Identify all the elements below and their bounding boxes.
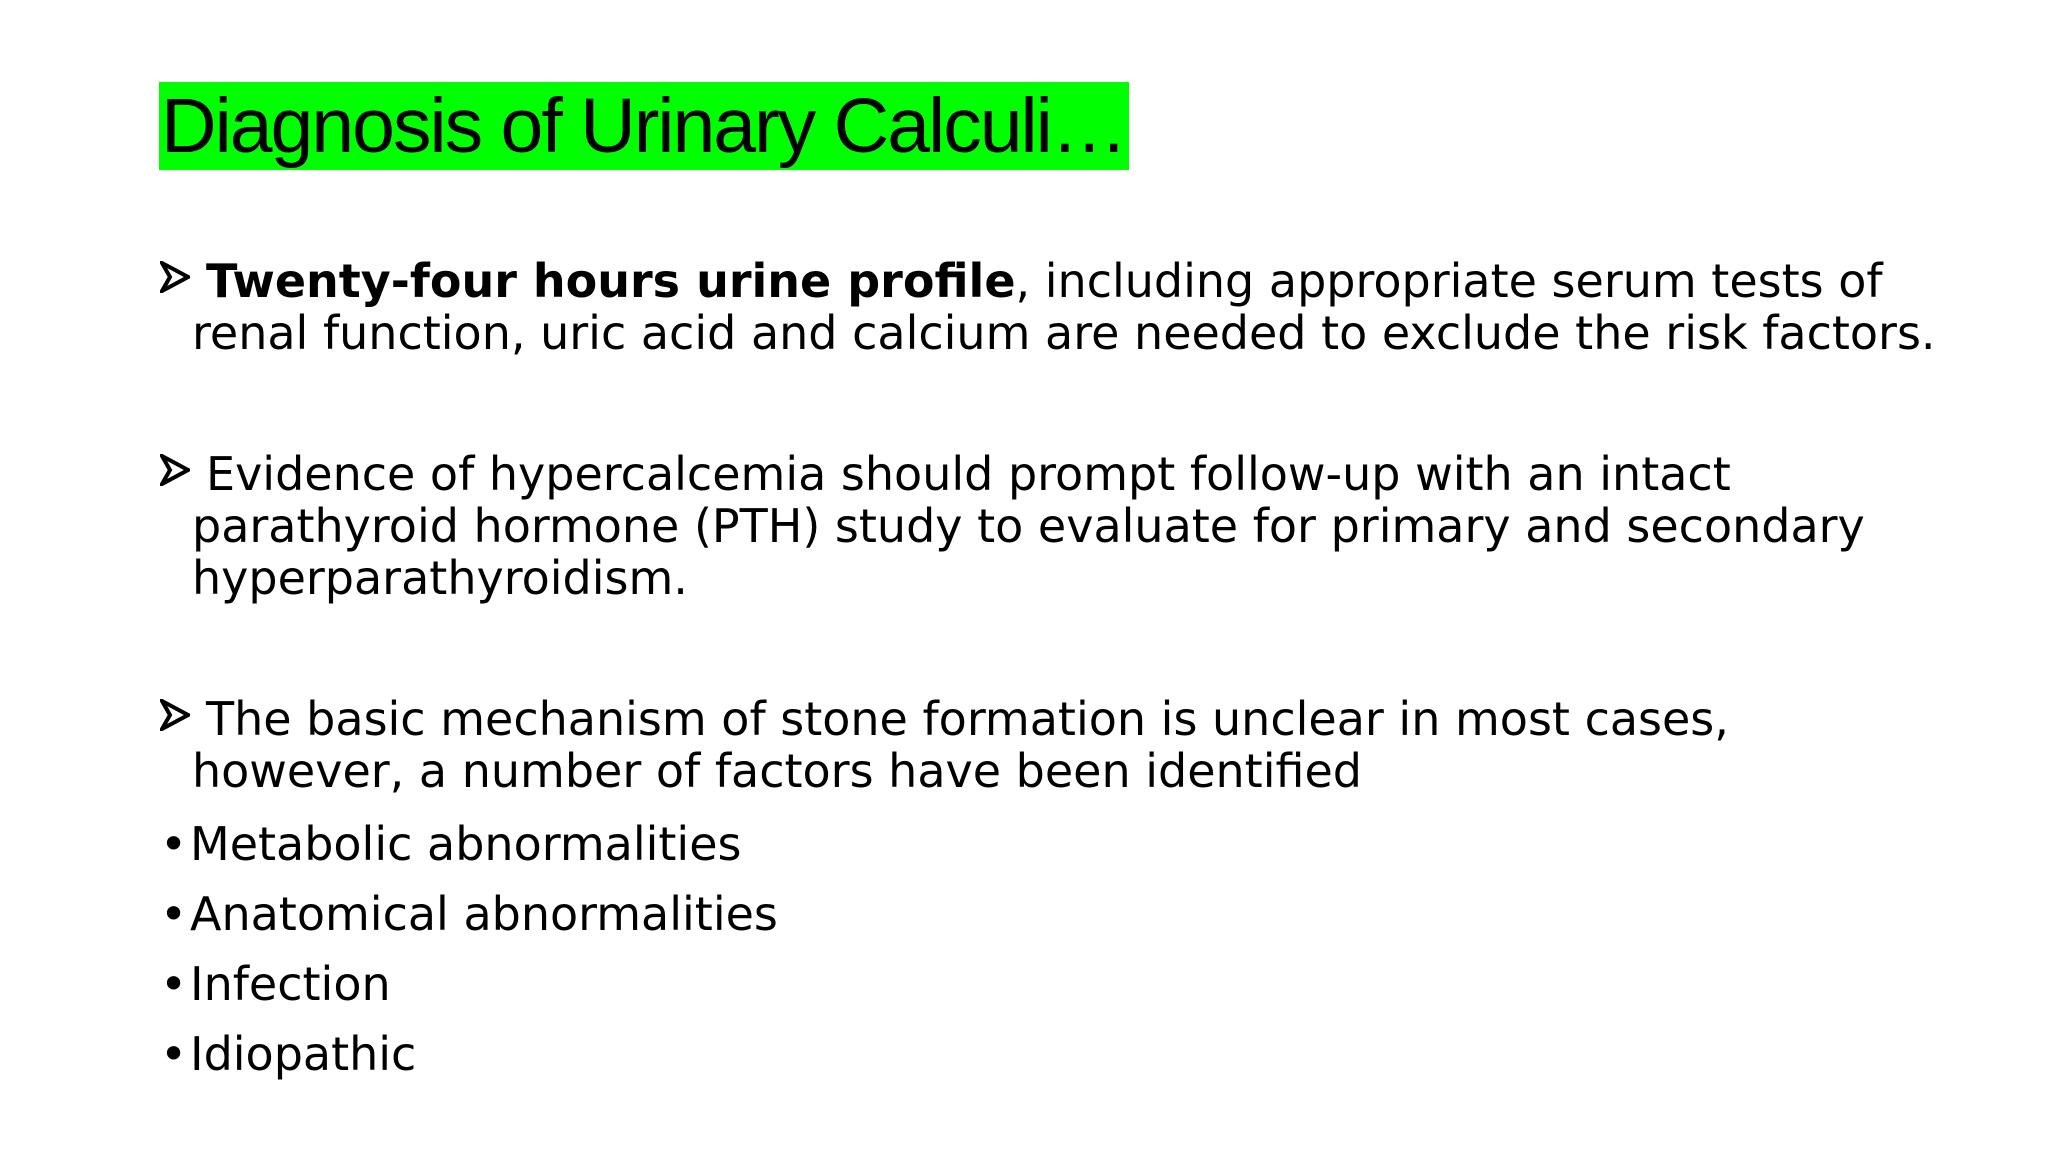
paragraph-mechanism [158,693,1918,797]
paragraph-hypercalcemia [158,448,1918,604]
factor-item [160,888,778,940]
paragraph-line: however, a number of factors have been identified [192,744,1362,798]
paragraph-text: Evidence of hypercalcemia should prompt follow-up with an intact [206,447,1731,501]
paragraph-line [158,255,1918,307]
arrow-bullet-icon-svg [160,261,190,293]
paragraph-line [158,448,1918,500]
bullet-dot: • [160,1027,188,1081]
factor-label: Anatomical abnormalities [190,887,778,941]
slide-title [157,82,1131,170]
bullet-dot: • [160,887,188,941]
paragraph-urine-profile [158,254,1936,360]
bullet-dot: • [160,817,188,871]
factor-item [160,1028,416,1080]
paragraph-line: renal function, uric acid and calcium are needed to exclude the risk factors. [192,306,1936,360]
title-text: Diagnosis of Urinary Calculi… [161,83,1126,169]
arrow-bullet-icon-svg [160,454,190,486]
factor-label: Metabolic abnormalities [190,817,742,871]
bullet-dot: • [160,957,188,1011]
factor-label: Infection [190,957,391,1011]
factor-item [160,818,741,870]
arrow-bullet-icon-svg [160,699,190,731]
factor-item [160,958,391,1010]
paragraph-text: The basic mechanism of stone formation is unclear in most cases, [206,692,1729,746]
paragraph-text: , including appropriate serum tests of [1015,254,1883,308]
bold-lead-text: Twenty-four hours urine profile [206,254,1016,308]
paragraph-line: parathyroid hormone (PTH) study to evaluate for primary and secondary [192,499,1865,553]
factor-label: Idiopathic [190,1027,417,1081]
title-highlight [159,82,1129,170]
paragraph-line [158,693,1918,745]
paragraph-line: hyperparathyroidism. [192,551,688,605]
